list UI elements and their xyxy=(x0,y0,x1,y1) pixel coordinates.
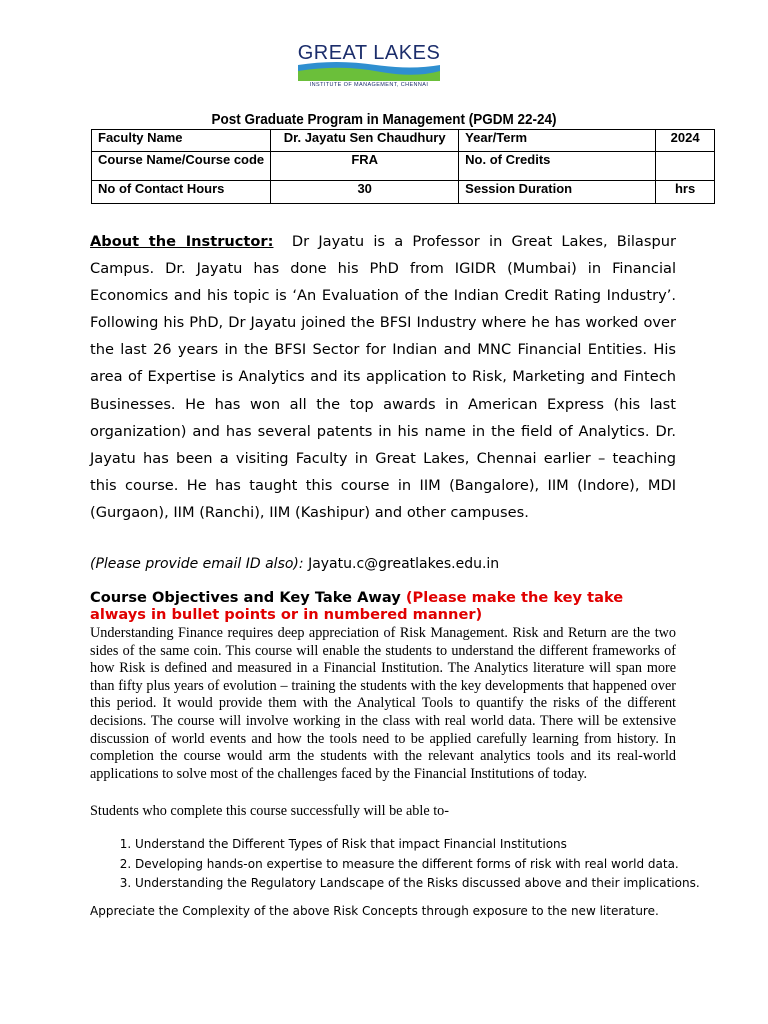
table-cell: Session Duration xyxy=(459,181,656,204)
email-address: Jayatu.c@greatlakes.edu.in xyxy=(308,556,500,572)
table-cell: Dr. Jayatu Sen Chaudhury xyxy=(271,130,459,152)
objectives-instruction: (Please make the key take always in bullet points or in numbered manner) xyxy=(90,589,624,623)
table-cell: FRA xyxy=(271,152,459,181)
logo-tagline: INSTITUTE OF MANAGEMENT, CHENNAI xyxy=(309,82,429,88)
list-item: 1. Understand the Different Types of Risk that impact Financial Institutions xyxy=(135,836,735,856)
course-info-table xyxy=(91,129,715,204)
great-lakes-logo xyxy=(296,41,442,93)
table-cell: No of Contact Hours xyxy=(92,181,271,204)
objectives-heading: Course Objectives and Key Take Away xyxy=(90,589,401,606)
table-cell: hrs xyxy=(656,181,715,204)
objectives-body: Understanding Finance requires deep appreciation of Risk Management. Risk and Return are the two sides of the same coin. This course will enable the students to understand the different frameworks of how Risk is defined and measured in a Financial Institution. The Analytics literature will span more than fifty plus years of evolution – training the students with the key developments that happened over this period. It would provide them with the Analytical Tools to quantify the risks of the different decisions. The course will involve working in the class with real world data. There will be extensive discussion of world events and how the tools need to be applied carefully learning from history. In completion the course would arm the students with the relevant analytics tools and its real-world applications to solve most of the challenges faced by the Financial Institutions of today. xyxy=(90,625,676,782)
table-cell: Course Name/Course code xyxy=(92,152,271,181)
table-cell: 30 xyxy=(271,181,459,204)
table-cell: 2024 xyxy=(656,130,715,152)
logo-wave-graphic xyxy=(296,61,442,81)
closing-statement: Appreciate the Complexity of the above Risk Concepts through exposure to the new literature. xyxy=(90,904,659,918)
email-note: (Please provide email ID also): xyxy=(90,556,304,572)
email-line xyxy=(90,556,676,572)
about-instructor-heading: About the Instructor: xyxy=(90,233,274,250)
about-instructor-paragraph xyxy=(90,228,676,526)
table-row xyxy=(92,152,715,181)
table-row xyxy=(92,130,715,152)
table-cell: No. of Credits xyxy=(459,152,656,181)
table-row xyxy=(92,181,715,204)
table-cell xyxy=(656,152,715,181)
table-cell: Faculty Name xyxy=(92,130,271,152)
objectives-heading-block xyxy=(90,589,676,623)
program-title: Post Graduate Program in Management (PGDM 22-24) xyxy=(211,111,557,128)
table-cell: Year/Term xyxy=(459,130,656,152)
about-instructor-text: Dr Jayatu is a Professor in Great Lakes, Bilaspur Campus. Dr. Jayatu has done his PhD from IGIDR (Mumbai) in Financial Economics and his topic is ‘An Evaluation of the Indian Credit Rating Industry’. Following his PhD, Dr Jayatu joined the BFSI Industry where he has worked over the last 26 years in the BFSI Sector for Indian and MNC Financial Entities. His area of Expertise is Analytics and its application to Risk, Marketing and Fintech Businesses. He has won all the top awards in American Express (his last organization) and has several patents in his name in the field of Analytics. Dr. Jayatu has been a visiting Faculty in Great Lakes, Chennai earlier – teaching this course. He has taught this course in IIM (Bangalore), IIM (Indore), MDI (Gurgaon), IIM (Ranchi), IIM (Kashipur) and other campuses. xyxy=(90,233,676,521)
list-item: 3. Understanding the Regulatory Landscape of the Risks discussed above and their implications. xyxy=(135,875,735,895)
students-line: Students who complete this course successfully will be able to- xyxy=(90,803,449,819)
list-item: 2. Developing hands-on expertise to measure the different forms of risk with real world data. xyxy=(135,856,735,876)
logo-wordmark: GREAT LAKES xyxy=(297,42,441,64)
learning-outcomes-list xyxy=(90,836,735,895)
